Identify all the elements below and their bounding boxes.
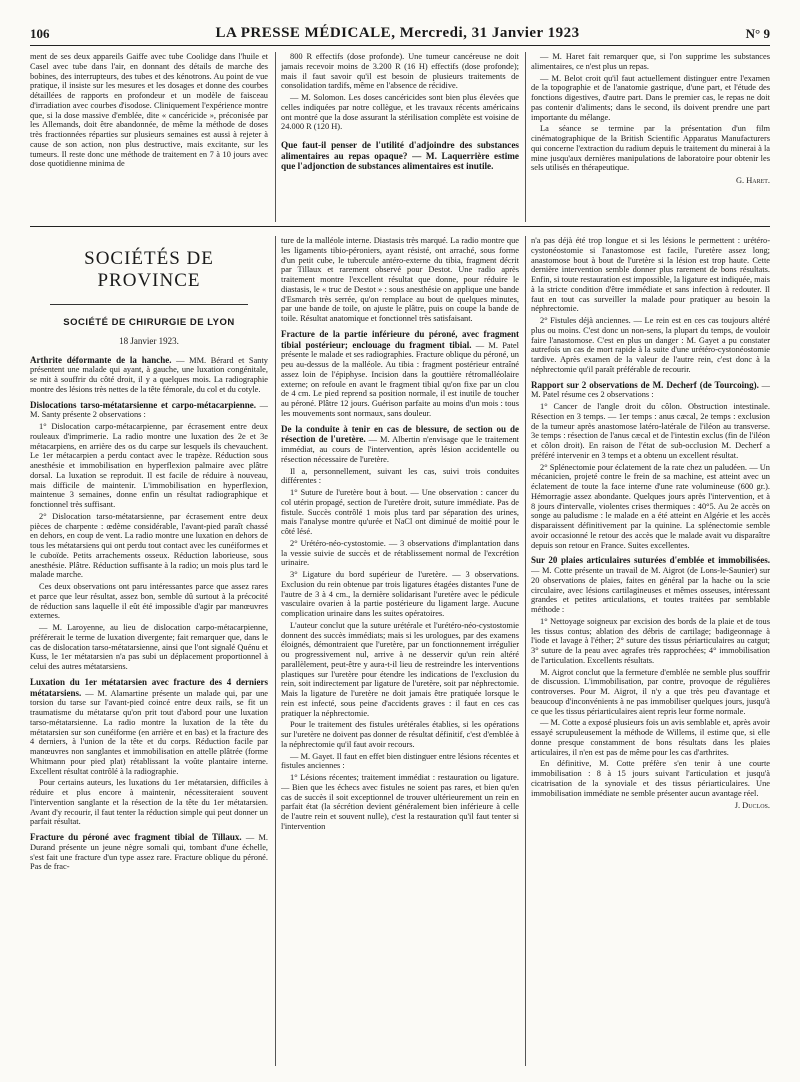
paragraph: L'auteur conclut que la suture urétérale et l'urétéro-néo-cystostomie donnent des succès immédiats; mais si les urologues, par des examens éloignés, démontraient que l'uretère, par un fonctionnement irrégulier ou progressivement nul, arrive à ne desservir qu'un rein altéré parallèlement, peut-être y aura-t-il lieu de restreindre les interventions plastiques sur l'uretère pour étendre les indications de l'exclusion du rein, soit indirectement par ligature de l'uretère, soit par néphrectomie. Mais la ligature de l'uretère ne doit jamais être pratiquée lorsque le rein est infecté, sous peine d'accidents graves : il faut en ces cas pratiquer la néphrectomie.	[281, 620, 519, 718]
paragraph: Pour certains auteurs, les luxations du 1er métatarsien, difficiles à réduire et plus encore à maintenir, nécessiteraient souvent l'intervention sanglante et la résection de la tête du 1er métatarsien. Avant d'y recourir, il faut tenter la réduction simple qui peut donner un parfait résultat.	[30, 778, 268, 827]
article-heading: De la conduite à tenir en cas de blessure, de section ou de résection de l'uretère. — M. Albertin n'envisage que le traitement immédiat, au cours de l'intervention, après lésion accidentelle ou résection nécessaire de l'uretère.	[281, 423, 519, 464]
top-column-1	[30, 52, 268, 222]
column-divider	[275, 236, 276, 1066]
bottom-column-3	[531, 236, 770, 1070]
paragraph: Pour le traitement des fistules urétérales établies, si les opérations sur l'uretère ne doivent pas donner de résultat définitif, c'est d'emblée à la néphrectomie qu'il faut avoir recours.	[281, 720, 519, 749]
paragraph: M. Aigrot conclut que la fermeture d'emblée ne semble plus souffrir de discussion. L'immobilisation, par contre, provoque de régulières controverses. Pour M. Aigrot, il n'y a que très peu d'avantage et beaucoup d'inconvénients à ne pas immobiliser quelques jours, jusqu'à ce que les tissus périarticulaires aient repris leur forme normale.	[531, 667, 770, 716]
society-name: SOCIÉTÉ DE CHIRURGIE DE LYON	[63, 317, 235, 329]
paragraph: 1° Suture de l'uretère bout à bout. — Une observation : cancer du col utérin propagé, section de l'uretère droit, suture immédiate. Pas de fistule. Succès contrôlé 1 mois plus tard par séparation des urines, mais l'analyse montre qu'urée et NaCl ont diminué de moitié pour le côté lésé.	[281, 488, 519, 536]
paragraph: — M. Laroyenne, au lieu de dislocation carpo-métacarpienne, préférerait le terme de luxation divergente; fait remarquer que, dans le cas de dislocation tarso-métatarsienne, ainsi que l'ont signalé Quénu et Kuss, le 1er métatarsien n'a pas subi un déplacement proportionnel à celui des autres métatarsiens.	[30, 623, 268, 672]
paragraph: 1° Cancer de l'angle droit du côlon. Obstruction intestinale. Résection en 3 temps. — 1er temps : anus cæcal, 2e temps : exclusion de la tumeur après anastomose latéro-latérale de l'iléon au transverse. 3e temps : résection de l'anus cæcal et de l'intestin exclus (fin de l'iléon et côlon droit). En raison de l'état de sub-occlusion M. Decherf a préféré intervenir en 3 temps et a obtenu un excellent résultat.	[531, 402, 770, 460]
paragraph: En définitive, M. Cotte préfère s'en tenir à une courte immobilisation : 8 à 15 jours suivant l'articulation et jusqu'à cicatrisation de la synoviale et des tissus périarticulaires. Une immobilisation immédiate ne semble présenter aucun avantage réel.	[531, 759, 770, 798]
paragraph: 800 R effectifs (dose profonde). Une tumeur cancéreuse ne doit jamais recevoir moins de 3.200 R (16 H) effectifs (dose profonde); mais il faut savoir qu'il est besoin de plusieurs traitements de consolidation tardifs, même en l'absence de récidive.	[281, 52, 519, 91]
bottom-column-1	[30, 230, 268, 1070]
column-divider	[525, 236, 526, 1066]
article-heading: Luxation du 1er métatarsien avec fracture des 4 derniers métatarsiens. — M. Alamartine présente un malade qui, par une torsion du tarse sur l'avant-pied coincé entre deux rails, se fit un traumatisme du métatarse qu'on prit tout d'abord pour une luxation tarso-métatarsienne. La radio montre la luxation de la tête du métatarsien sur son cunéiforme (en arrière et en bas) et la fracture des 4 derniers, à l'union de la tête et du corps. Réduction facile par manœuvres non sanglantes et immobilisation en attelle plâtrée (forme Whitmann pour pied plat) rétablissant la voûte plantaire interne. Excellent résultat contrôlé à la radiographie.	[30, 676, 268, 776]
paragraph: — M. Belot croit qu'il faut actuellement distinguer entre l'examen de la topographie et de l'anatomie gastrique, d'une part, et l'étude des fonctions digestives, d'autre part. Dans le premier cas, le repas ne doit pas contenir d'aliments; dans le second, ils doivent prendre une part importante du mélange.	[531, 73, 770, 122]
article-heading: Dislocations tarso-métatarsienne et carpo-métacarpienne. — M. Santy présente 2 observations :	[30, 399, 268, 420]
article-heading: Arthrite déformante de la hanche. — MM. Bérard et Santy présentent une malade qui ayant, à gauche, une luxation congénitale, se mit à souffrir du côté droit, il y a quelques mois. La radiographie montre des lésions très nettes de la tête fémorale, du col et du cotyle.	[30, 354, 268, 394]
paragraph: 2° Dislocation tarso-métatarsienne, par écrasement entre deux pièces de charpente : œdème considérable, l'avant-pied paraît chassé en dehors, en coup de vent. La radio montre une luxation en dehors de tous les métatarsiens qui ont perdu tout contact avec les cunéiformes et le cuboïde. Petits arrachements osseux. Réduction laborieuse, sous anesthésie. Plâtre. Réduction suffisante à la radio; un mois plus tard le malade marche.	[30, 511, 268, 580]
paragraph: — M. Haret fait remarquer que, si l'on supprime les substances alimentaires, ce n'est plus un repas.	[531, 52, 770, 71]
issue-number: N° 9	[745, 25, 770, 41]
article-heading: Fracture du péroné avec fragment tibial de Tillaux. — M. Durand présente un jeune nègre somali qui, tombant d'une échelle, s'est fait une fracture d'un type assez rare. Fracture oblique du péroné. Pas de frac-	[30, 832, 268, 872]
signature: G. Haret.	[735, 176, 770, 185]
page-header	[30, 22, 770, 46]
section-title: SOCIÉTÉS DE PROVINCE	[84, 248, 214, 292]
top-column-2	[281, 52, 519, 222]
bottom-column-2	[281, 236, 519, 1070]
page-number: 106	[30, 25, 50, 41]
section-rule	[30, 226, 770, 227]
paragraph: 1° Nettoyage soigneux par excision des bords de la plaie et de tous les tissus contus; ablation des débris de cartilage; badigeonnage à l'iode et lavage à l'éther; 2° suture des tissus périarticulaires au catgut; 3° suture de la peau avec agrafes très rapprochées; 4° immobilisation de l'articulation. Excellents résultats.	[531, 616, 770, 665]
paragraph: n'a pas déjà été trop longue et si les lésions le permettent : urétéro-cystonéostomie si l'anastomose est facile, l'uretère assez long; anastomose bout à bout de l'uretère si la lésion est trop haute. Cette dernière intervention semble donner plus rarement de bons résultats. Enfin, si toute restauration est impossible, la ligature est indiquée, mais à la stricte condition d'être immédiate et sans infection à redouter. Il faut en tout cas surveiller la malade pour pratiquer au besoin la néphrectomie.	[531, 236, 770, 314]
paragraph: La séance se termine par la présentation d'un film cinématographique de la British Scientific Apparatus Manufacturers qui concerne l'extraction du radium depuis le traitement du minerai à la mine jusqu'aux dernières manipulations de laboratoire pour obtenir les sels utilisés en thérapeutique.	[531, 124, 770, 173]
paragraph: 1° Dislocation carpo-métacarpienne, par écrasement entre deux rouleaux d'imprimerie. La radio montre une luxation des 2e et 3e métacarpiens, en arrière des os du carpe sur lesquels ils chevauchent. Le 1er métacarpien a perdu contact avec le trapèze. Réduction sous anesthésie et immobilisation en hyperflexion palmaire avec plâtre dorsal. La luxation se reproduit. Il est facile de réduire à nouveau, mais difficile de maintenir. L'immobilisation en hyperflexion, maintenue 3 semaines, donne enfin un résultat radiographique et fonctionnel très suffisant.	[30, 422, 268, 510]
article-heading: Rapport sur 2 observations de M. Decherf (de Tourcoing). — M. Patel résume ces 2 observations :	[531, 379, 770, 400]
paragraph: — M. Cotte a exposé plusieurs fois un avis semblable et, après avoir essayé scrupuleusement la méthode de Willems, il estime que, si elle donne presque constamment de bons résultats dans les plaies articulaires, il n'en est pas de même pour les cas d'arthrites.	[531, 718, 770, 757]
title-rule	[50, 304, 248, 305]
column-divider	[275, 52, 276, 222]
paragraph: 3° Ligature du bord supérieur de l'uretère. — 3 observations. Exclusion du rein obtenue par trois ligatures étagées distantes l'une de l'autre de 3 à 4 cm., la dernière solidarisant l'uretère avec le pédicule vasculaire ovarien à la partie postérieure du ligament large. Aucune complication urinaire dans les suites opératoires.	[281, 570, 519, 618]
paragraph: ment de ses deux appareils Gaiffe avec tube Coolidge dans l'huile et Casel avec tube dans l'air, en donnant des détails de marche des bobines, des interrupteurs, des tubes et des kénotrons. Au point de vue pratique, il insiste sur les mesures et les dosages et donne des courbes détaillées de rapports en profondeur et un modèle de faisceau d'irradiation avec courbes d'isodose. Cliniquement l'expérience montre que, si la dose massive d'emblée, dite « cancéricide », préconisée par les Allemands, doit être abandonnée, de même la méthode de doses très fractionnées réparties sur plusieurs semaines est aussi à rejeter à cause de son action, non plus destructive, mais excitante, sur les tumeurs. Il reste donc une méthode de traitement en 7 à 10 jours avec dose quotidienne minima de	[30, 52, 268, 169]
paragraph: 2° Urétéro-néo-cystostomie. — 3 observations d'implantation dans la vessie suivie de succès et de rétablissement normal de l'excrétion urinaire.	[281, 538, 519, 568]
article-heading: Fracture de la partie inférieure du péroné, avec fragment tibial postérieur; enclouage du fragment tibial. — M. Patel présente le malade et ses radiographies. Fracture oblique du péroné, un peu au-dessus de la malléole. Au tibia : fragment postérieur entraîné assez loin de l'épiphyse. Incision dans la gouttière rétromalléolaire externe; on refoule en avant le fragment tibial qu'on fixe par un clou de 4 cm. Le pied reprend sa position normale, il est inutile de toucher au péroné. Plâtre 12 jours. Guérison parfaite au moins d'un mois : tous les mouvements sont normaux, sans douleur.	[281, 328, 519, 418]
paragraph: Ces deux observations ont paru intéressantes parce que assez rares et parce que leur résultat, assez bon, semble dû surtout à la précocité de réduction sans laquelle il eût été impossible d'agir par manœuvres externes.	[30, 582, 268, 621]
paragraph: — M. Solomon. Les doses cancéricides sont bien plus élevées que celles indiquées par notre collègue, et les travaux récents américains ont montré que la dose assurant la stérilisation complète est voisine de 24.000 R (120 H).	[281, 93, 519, 132]
top-column-3	[531, 52, 770, 222]
meeting-date: 18 Janvier 1923.	[119, 336, 179, 347]
article-heading: Sur 20 plaies articulaires suturées d'emblée et immobilisées. — M. Cotte présente un travail de M. Aigrot (de Lons-le-Saunier) sur 20 observations de plaies, faites en général par la hache ou la scie circulaire, avec lésions cartilagineuses et mêmes osseuses, intéressant grandes et petites articulations, et toutes traitées par semblable méthode :	[531, 555, 770, 614]
paragraph: Il a, personnellement, suivant les cas, suivi trois conduites différentes :	[281, 466, 519, 486]
signature: J. Duclos.	[734, 801, 770, 811]
question-heading: Que faut-il penser de l'utilité d'adjoindre des substances alimentaires au repas opaque? — M. Laquerrière estime que l'adjonction de substances alimentaires est inutile.	[281, 140, 519, 172]
column-divider	[525, 52, 526, 222]
paragraph: ture de la malléole interne. Diastasis très marqué. La radio montre que les ligaments tibio-péroniers, ayant résisté, ont arraché, sous forme d'un petit cube, le tubercule antéro-externe du tibia, fragment décrit par Tillaux et rarement observé pour Destot. Une radio après traitement montre l'excellent résultat que donne, pour réduire le diastasis, le « truc de Destot » : sous anesthésie on applique une bande d'Esmarch très serrée, qu'on remplace au bout de quelques minutes, par une bande de toile, on ajuste le plâtre, puis on coupe la bande de toile. Résultat anatomique et fonctionnel très satisfaisant.	[281, 236, 519, 323]
paragraph: — M. Gayet. Il faut en effet bien distinguer entre lésions récentes et fistules anciennes :	[281, 751, 519, 771]
paragraph: 1° Lésions récentes; traitement immédiat : restauration ou ligature. — Bien que les échecs avec fistules ne soient pas rares, et bien qu'en cas de succès il soit exceptionnel de trouver ultérieurement un rein en parfait état (la sécrétion devient généralement bien inférieure à celle de l'autre rein et souvent nulle), c'est la restauration qu'il faut tenter si l'intervention	[281, 773, 519, 831]
journal-title: LA PRESSE MÉDICALE, Mercredi, 31 Janvier 1923	[215, 25, 580, 41]
paragraph: 2° Fistules déjà anciennes. — Le rein est en ces cas toujours altéré plus ou moins. C'est donc un non-sens, la plupart du temps, de vouloir faire l'anastomose. C'est en plus un danger : M. Gayet a pu constater autrefois un cas de mort rapide à la suite d'une urétéro-cystonéostomie tardive. Après examen de la valeur de l'autre rein, c'est donc à la néphrectomie qu'il paraît préférable de recourir.	[531, 316, 770, 374]
paragraph: 2° Splénectomie pour éclatement de la rate chez un paludéen. — Un mécanicien, projeté contre le frein de sa machine, est atteint avec un éclatement de toute la face interne d'une rate volumineuse (600 gr.). Hémorragie assez abondante. Quelques jours après l'intervention, et à 8 jours d'intervalle, violentes crises thermiques : 40°5. Au 2e accès on songe au paludisme : le malade en a été atteint en Algérie et les accès disparaissent définitivement par la quinine. La splénectomie semble avoir occasionné le retour des accès que le malade avait vu disparaître depuis son retour en France. Suites excellentes.	[531, 462, 770, 550]
